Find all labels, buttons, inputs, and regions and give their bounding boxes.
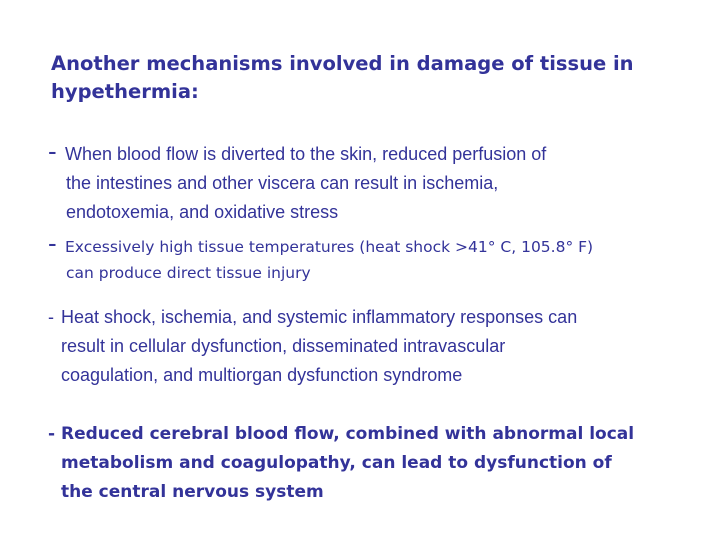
bullet-dash: -	[48, 307, 54, 327]
bullet-dash: -	[48, 424, 56, 444]
bullet-dash: -	[48, 228, 57, 258]
bullet-text: Heat shock, ischemia, and systemic inflammatory responses can	[61, 307, 578, 327]
bullet-blood-flow-diversion	[48, 137, 546, 227]
bullet-dash: -	[48, 136, 57, 166]
bullet-reduced-cerebral-blood-flow	[48, 420, 634, 507]
bullet-high-tissue-temperature	[48, 230, 593, 286]
bullet-line	[48, 303, 577, 332]
bullet-text: Reduced cerebral blood flow, combined with abnormal local	[61, 424, 635, 444]
bullet-line: can produce direct tissue injury	[66, 264, 311, 282]
bullet-line: the central nervous system	[61, 482, 324, 502]
bullet-line: coagulation, and multiorgan dysfunction syndrome	[61, 365, 463, 385]
bullet-line: the intestines and other viscera can result in ischemia,	[66, 173, 499, 193]
bullet-text: Excessively high tissue temperatures (heat shock >41° C, 105.8° F)	[65, 238, 594, 256]
bullet-heat-shock-ischemia	[48, 303, 577, 390]
bullet-line: endotoxemia, and oxidative stress	[66, 202, 339, 222]
bullet-text: When blood flow is diverted to the skin, reduced perfusion of	[65, 144, 547, 164]
bullet-line	[48, 230, 593, 260]
slide-title: Another mechanisms involved in damage of tissue in hypethermia:	[51, 52, 634, 103]
bullet-line: metabolism and coagulopathy, can lead to dysfunction of	[61, 453, 612, 473]
bullet-line: result in cellular dysfunction, disseminated intravascular	[61, 336, 506, 356]
bullet-line	[48, 137, 546, 169]
bullet-line	[48, 420, 634, 449]
